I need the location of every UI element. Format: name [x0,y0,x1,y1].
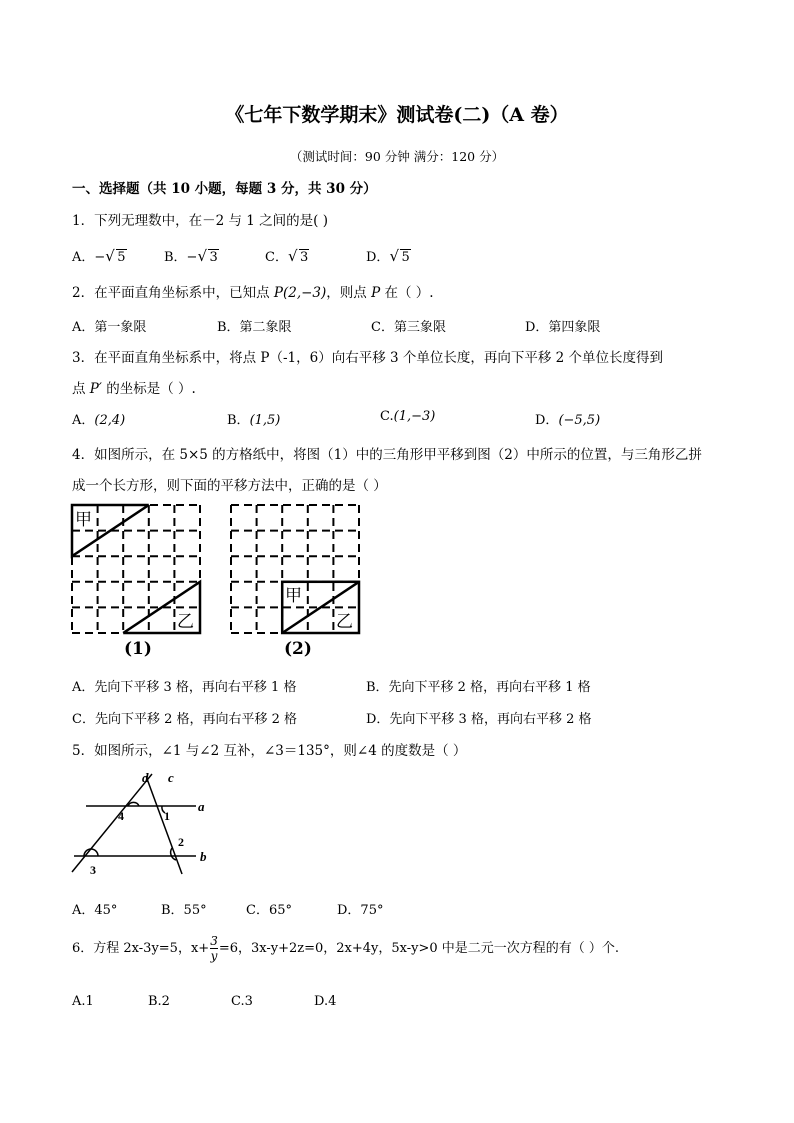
q6-option-c: C.3 [231,994,253,1009]
q1-option-b: B．−√ 3 [164,246,219,265]
question-2-stem: 2．在平面直角坐标系中，已知点 P(2,−3)，则点 P 在（ ）. [72,285,434,301]
q5-option-c: C．65° [246,903,292,918]
question-4-stem-line2: 成一个长方形，则下面的平移方法中，正确的是（ ） [72,478,387,494]
label-line-c: c [168,770,174,785]
label-angle-2: 2 [178,835,184,849]
question-1-stem: 1．下列无理数中，在－2 与 1 之间的是( ) [72,213,328,229]
label-line-b: b [200,849,207,864]
exam-info: （测试时间：90 分钟 满分：120 分） [289,149,505,164]
q6-option-a: A.1 [72,994,94,1009]
label-yi-2: 乙 [336,612,353,631]
q1-option-d: D．√ 5 [366,246,411,265]
label-line-d: d [142,770,149,785]
q4-option-d: D．先向下平移 3 格，再向右平移 2 格 [366,712,592,727]
q2-option-c: C．第三象限 [371,320,446,335]
q1-option-a: A．−√ 5 [72,246,127,265]
q4-option-b: B．先向下平移 2 格，再向右平移 1 格 [366,680,591,695]
q6-option-d: D.4 [314,994,337,1009]
q2-option-b: B．第二象限 [217,320,292,335]
parallel-lines-figure [66,768,216,880]
q6-option-b: B.2 [148,994,170,1009]
label-jia: 甲 [75,510,92,529]
q4-option-c: C．先向下平移 2 格，再向右平移 2 格 [72,712,298,727]
q2-option-a: A．第一象限 [72,320,147,335]
q4-option-a: A．先向下平移 3 格，再向右平移 1 格 [72,680,297,695]
label-angle-4: 4 [118,809,124,823]
question-4-stem-line1: 4．如图所示，在 5×5 的方格纸中，将图（1）中的三角形甲平移到图（2）中所示的位置，与三角形乙拼 [72,447,702,463]
q5-option-a: A．45° [72,903,118,918]
grid-figure-1 [70,503,202,635]
question-3-stem-line1: 3．在平面直角坐标系中，将点 P（-1，6）向右平移 3 个单位长度，再向下平移 2 个单位长度得到 [72,350,664,366]
label-line-a: a [198,799,205,814]
label-yi: 乙 [177,612,194,631]
page-title: 《七年下数学期末》测试卷(二)（A 卷） [225,104,569,126]
label-angle-1: 1 [164,809,170,823]
q2-option-d: D．第四象限 [525,320,601,335]
question-3-stem-line2: 点 P′ 的坐标是（ ）. [72,381,196,397]
q3-option-b: B．(1,5) [227,413,281,428]
q5-option-b: B．55° [161,903,207,918]
q1-option-c: C．√ 3 [265,246,309,265]
q3-option-c: C.(1,−3) [380,409,436,424]
figure-1-label: (1) [124,639,152,659]
label-jia-2: 甲 [285,586,302,605]
q3-option-a: A．(2,4) [72,413,126,428]
label-angle-3: 3 [90,863,96,877]
q5-option-d: D．75° [337,903,384,918]
q3-option-d: D．(−5,5) [535,413,601,428]
question-6-stem: 6．方程 2x-3y=5，x+ $\frac{3}{y}$ =6，3x-y+2z=0，2x+4y，5x-y>0 中是二元一次方程的有（ ）个. [72,934,620,963]
section-heading: 一、选择题（共 10 小题，每题 3 分，共 30 分） [72,181,377,197]
grid-figure-2 [229,503,361,635]
question-5-stem: 5．如图所示，∠1 与∠2 互补，∠3＝135°，则∠4 的度数是（ ） [72,743,467,759]
figure-2-label: (2) [284,639,312,659]
